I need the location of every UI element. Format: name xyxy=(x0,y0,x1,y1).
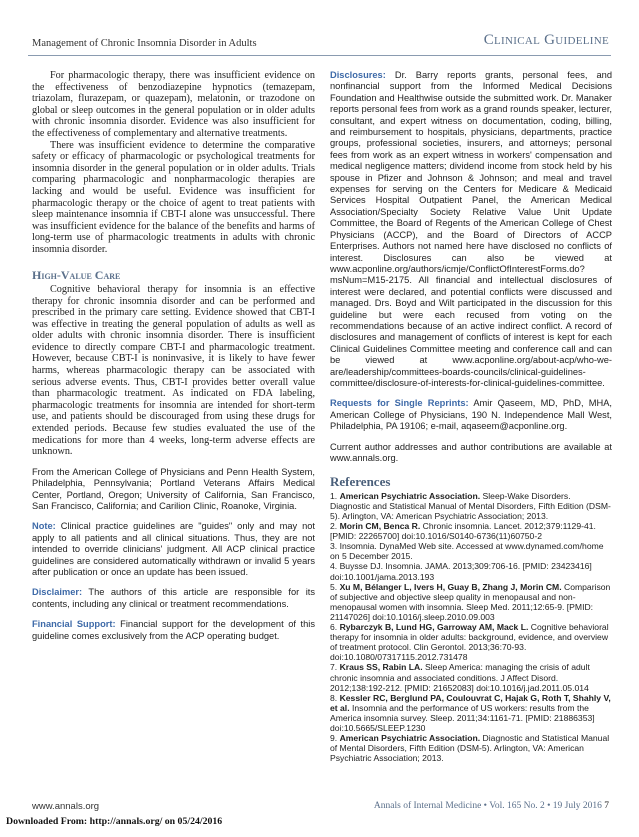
disclosures-label: Disclosures: xyxy=(330,70,386,80)
header-divider xyxy=(28,55,611,56)
paragraph-comparative: There was insufficient evidence to determine the comparative safety or efficacy of pharmacologic or psychological treatments for insomnia disorder in the general population or in older adults. Trials comparing pharmacologic and nonpharmacologic therapies are lacking and would be useful. Evidence was insufficient for pharmacologic therapy or the choice of agent to treat patients with sleep maintenance insomnia if CBT-I alone was unsuccessful. There was insufficient evidence for the balance of the benefits and harms of long-term use of pharmacologic treatments in adults with chronic insomnia disorder. xyxy=(32,139,315,255)
reference-item: 2. Morin CM, Benca R. Chronic insomnia. Lancet. 2012;379:1129-41. [PMID: 22265700] doi:10.1016/S0140-6736(11)60750-2 xyxy=(330,521,596,542)
reprints-label: Requests for Single Reprints: xyxy=(330,398,469,409)
paragraph-pharmacologic: For pharmacologic therapy, there was insufficient evidence on the effectiveness of benzodiazepine hypnotics (temazepam, triazolam, flurazepam, or quazepam), melatonin, or trazodone on global or sleep outcomes in the general population or in older adults with chronic insomnia disorder. Evidence was also insufficient for the effectiveness of complementary and alternative treatments. xyxy=(32,70,315,139)
right-column xyxy=(330,70,612,763)
note-text: Clinical practice guidelines are "guides" only and may not apply to all patients and all clinical situations. Thus, they are not intended to override clinicians' judgment. All ACP clinical practice guidelines are considered automatically withdrawn or invalid 5 years after publication or once an update has been issued. xyxy=(32,521,315,578)
financial-support-label: Financial Support: xyxy=(32,619,116,630)
reference-item: 4. Buysse DJ. Insomnia. JAMA. 2013;309:706-16. [PMID: 23423416] doi:10.1001/jama.2013.193 xyxy=(330,561,592,582)
footer-citation: Annals of Internal Medicine • Vol. 165 No. 2 • 19 July 2016 7 xyxy=(373,801,609,811)
left-column xyxy=(32,70,315,642)
reference-item: 9. American Psychiatric Association. Diagnostic and Statistical Manual of Mental Disorders, Fifth Edition (DSM-5). Arlington, VA: American Psychiatric Association; 2013. xyxy=(330,733,610,764)
disclosures-text: Dr. Barry reports grants, personal fees, and nonfinancial support from the Informed Medical Decisions Foundation and Healthwise outside the submitted work. Dr. Manaker reports personal fees from work as a grand rounds speaker, lecturer, consultant, and expert witness on documentation, coding, billing, and reimbursement to hospitals, physicians, departments, practice groups, professional societies, insurers, and attorneys; personal fees from work as an expert witness in workers' compensation and medical negligence matters; dividend income from stock held by his spouse in Pfizer and Johnson & Johnson; and meal and travel expenses for serving on the Centers for Medicare & Medicaid Services Hospital Outpatient Panel, the American Medical Association/Specialty Society Relative Value Unit Update Committee, the Board of Regents of the American College of Chest Physicians (ACCP), and the Board of Directors of ACCP Enterprises. Authors not named here have disclosed no conflicts of interest. Disclosures can also be viewed at www.acponline.org/authors/icmje/ConflictOfInterestForms.do?msNum=M15-2175. All financial and intellectual disclosures of interest were declared, and potential conflicts were discussed and managed. Drs. Boyd and Wilt participated in the discussion for this guideline but were each recused from voting on the recommendations because of an active indirect conflict. A record of disclosures and management of conflicts of interest is kept for each Clinical Guidelines Committee meeting and conference call and can be viewed at www.acponline.org/about-acp/who-we-are/leadership/committees-boards-councils/clinical-guidelines-committee/disclosure-of-interests-for-clinical-guidelines-committee. xyxy=(330,70,612,388)
reprints-block xyxy=(330,398,612,432)
reference-item: 5. Xu M, Bélanger L, Ivers H, Guay B, Zhang J, Morin CM. Comparison of subjective and objective sleep quality in menopausal and non-menopausal women with insomnia. Sleep Med. 2011;12:65-9. [PMID: 21147026] doi:10.1016/j.sleep.2010.09.003 xyxy=(330,581,611,622)
note-label: Note: xyxy=(32,521,56,532)
financial-support-block xyxy=(32,619,315,642)
disclosures-block xyxy=(330,70,612,389)
reprints-text: Amir Qaseem, MD, PhD, MHA, American College of Physicians, 190 N. Independence Mall West, Philadelphia, PA 19106; e-mail, aqaseem@acponline.org. xyxy=(330,398,612,432)
author-addresses-note: Current author addresses and author contributions are available at www.annals.org. xyxy=(330,441,612,463)
paragraph-high-value-care: Cognitive behavioral therapy for insomnia is an effective therapy for chronic insomnia disorder and can be performed and prescribed in the primary care setting. Evidence showed that CBT-I was effective in treating the general population of adults as well as older adults with chronic insomnia disorder. There is insufficient evidence to directly compare CBT-I and pharmacologic treatment. However, because CBT-I is noninvasive, it is likely to have fewer harms, whereas pharmacologic therapy can be associated with serious adverse events. Thus, CBT-I provides better overall value than pharmacologic treatment. As indicated on FDA labeling, pharmacologic treatments for insomnia are intended for short-term use, and patients should be discouraged from using these drugs for extended periods. Because few studies evaluated the use of the medications for more than 4 weeks, long-term adverse effects are unknown. xyxy=(32,283,315,458)
note-block xyxy=(32,521,315,578)
reference-item: 8. Kessler RC, Berglund PA, Coulouvrat C, Hajak G, Roth T, Shahly V, et al. Insomnia and the performance of US workers: results from the America insomnia survey. Sleep. 2011;34:1161-71. [PMID: 21886353] doi:10.5665/SLEEP.1230 xyxy=(330,692,611,733)
running-header-section: Clinical Guideline xyxy=(483,32,609,48)
download-stamp: Downloaded From: http://annals.org/ on 05/24/2016 xyxy=(6,816,223,827)
reference-item: 6. Rybarczyk B, Lund HG, Garroway AM, Mack L. Cognitive behavioral therapy for insomnia in older adults: background, evidence, and overview of treatment protocol. Clin Gerontol. 2013;36:70-93. doi:10.1080/07317115.2012.731478 xyxy=(330,622,609,663)
running-header-title: Management of Chronic Insomnia Disorder in Adults xyxy=(32,38,257,49)
disclaimer-text: The authors of this article are responsible for its contents, including any clinical or treatment recommendations. xyxy=(32,587,315,609)
page-number: 7 xyxy=(604,801,609,811)
footer-journal-url[interactable]: www.annals.org xyxy=(32,801,100,812)
reference-list xyxy=(330,491,612,764)
references-heading: References xyxy=(330,474,391,490)
financial-support-text: Financial support for the development of this guideline comes exclusively from the ACP operating budget. xyxy=(32,619,315,641)
reference-item: 1. American Psychiatric Association. Sleep-Wake Disorders. Diagnostic and Statistical Manual of Mental Disorders, Fifth Edition (DSM-5). Arlington, VA: American Psychiatric Association; 2013. xyxy=(330,490,611,521)
disclaimer-block xyxy=(32,587,315,610)
reference-item: 3. Insomnia. DynaMed Web site. Accessed at www.dynamed.com/home on 5 December 2015. xyxy=(330,541,604,562)
reference-item: 7. Kraus SS, Rabin LA. Sleep America: managing the crisis of adult chronic insomnia and associated conditions. J Affect Disord. 2012;138:192-212. [PMID: 21652083] doi:10.1016/j.jad.2011.05.014 xyxy=(330,662,590,693)
section-heading-high-value-care: High-Value Care xyxy=(32,267,121,282)
disclaimer-label: Disclaimer: xyxy=(32,587,83,598)
affiliation-note: From the American College of Physicians and Penn Health System, Philadelphia, Pennsylvania; Portland Veterans Affairs Medical Center, Portland, Oregon; University of California, San Francisco, San Francisco, California; and Carilion Clinic, Roanoke, Virginia. xyxy=(32,466,315,512)
